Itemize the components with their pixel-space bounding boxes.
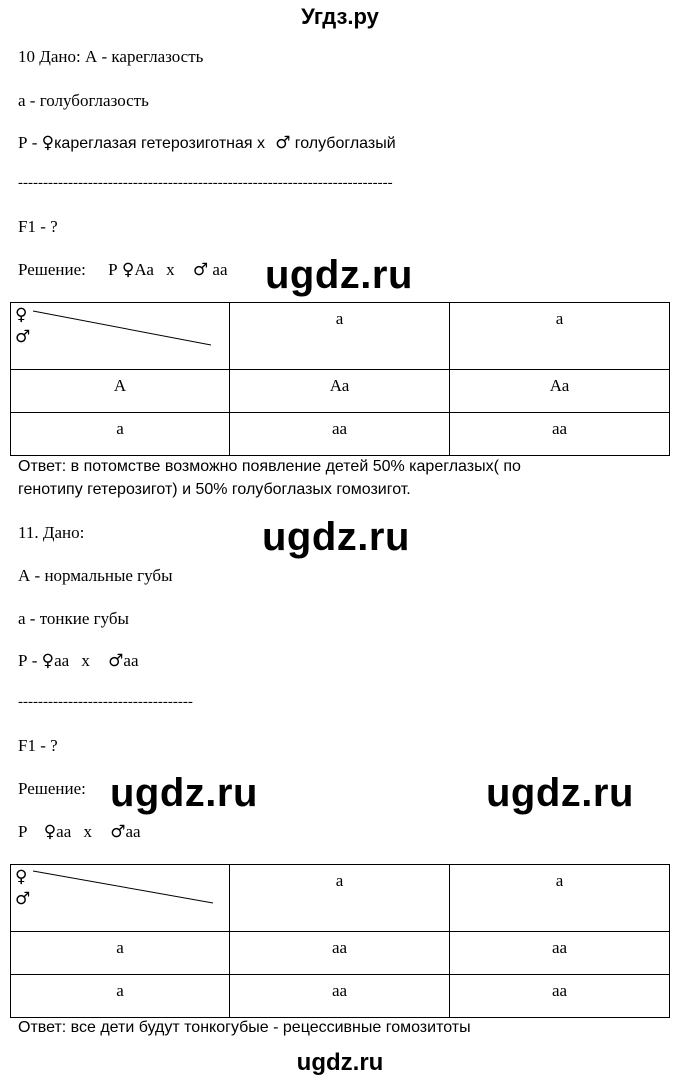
female-icon: ♀ [15,867,28,887]
row-gamete: А [11,370,230,413]
female-phenotype: кареглазая гетерозиготная х [54,135,265,152]
male-icon: ♂ [15,327,31,347]
watermark: ugdz.ru [262,515,410,559]
task10-parents [18,133,396,153]
col-header: а [450,865,670,932]
site-title: Угдз.ру [301,4,379,29]
task11-given: 11. Дано: [18,523,85,542]
corner-cell [11,865,230,932]
punnett-square-task11 [10,864,670,1018]
male-icon: ♂ [110,822,126,842]
task10-given: 10 Дано: А - кареглазость [18,47,204,66]
table-cell: аа [450,413,670,456]
task10-answer-line2: генотипу гетерозигот) и 50% голубоглазых гомозигот. [18,481,411,498]
female-genotype: аа [56,822,72,841]
male-icon: ♂ [275,133,291,153]
task10-solution [18,260,228,280]
footer-watermark: ugdz.ru [296,1049,384,1076]
male-genotype: аа [123,651,139,670]
solution-label: Решение: [18,260,86,279]
punnett-square-task10 [10,302,670,456]
p-prefix: Р - [18,133,42,152]
row-gamete: а [11,413,230,456]
task11-cross-line [18,822,141,842]
row-gamete: а [11,975,230,1018]
table-cell: Аа [450,370,670,413]
task11-answer: Ответ: все дети будут тонкогубые - рецессивные гомозитоты [18,1019,471,1036]
p-letter: Р [18,822,28,841]
male-genotype: аа [125,822,141,841]
male-icon: ♂ [108,651,124,671]
col-header: а [230,303,450,370]
male-genotype: аа [212,260,228,279]
task10-f1: F1 - ? [18,217,58,236]
female-genotype: Аа [134,260,154,279]
task11-separator: ----------------------------------- [18,694,193,710]
col-header: а [450,303,670,370]
cross-sign: х [81,651,90,670]
task11-allele-a: а - тонкие губы [18,609,129,628]
diagonal-line [11,865,230,931]
cross-sign: х [83,822,93,841]
female-icon: ♀ [41,651,55,671]
cross-sign: х [166,260,175,279]
col-header: а [230,865,450,932]
table-cell: аа [230,932,450,975]
male-icon: ♂ [192,260,209,280]
watermark: ugdz.ru [265,253,413,297]
female-icon: ♀ [121,260,135,280]
male-icon: ♂ [15,889,31,909]
table-cell: аа [450,932,670,975]
corner-cell [11,303,230,370]
task11-allele-A: А - нормальные губы [18,566,173,585]
diagonal-line [11,303,230,369]
table-cell: аа [230,413,450,456]
table-cell: Аа [230,370,450,413]
female-icon: ♀ [15,305,28,325]
female-genotype: аа [54,651,70,670]
task10-answer-line1: Ответ: в потомстве возможно появление детей 50% кареглазых( по [18,458,521,475]
task10-allele-a: а - голубоглазость [18,91,149,110]
task11-parents [18,651,139,671]
female-icon: ♀ [43,822,57,842]
task10-separator: --------------------------------------------------------------------------- [18,175,393,191]
task11-solution-label: Решение: [18,779,86,798]
table-cell: аа [230,975,450,1018]
row-gamete: а [11,932,230,975]
p-letter: Р [108,260,118,279]
p-prefix: Р - [18,651,42,670]
female-icon: ♀ [41,133,55,153]
watermark: ugdz.ru [486,771,634,815]
task11-f1: F1 - ? [18,736,58,755]
table-cell: аа [450,975,670,1018]
watermark: ugdz.ru [110,771,258,815]
male-phenotype: голубоглазый [294,135,396,152]
